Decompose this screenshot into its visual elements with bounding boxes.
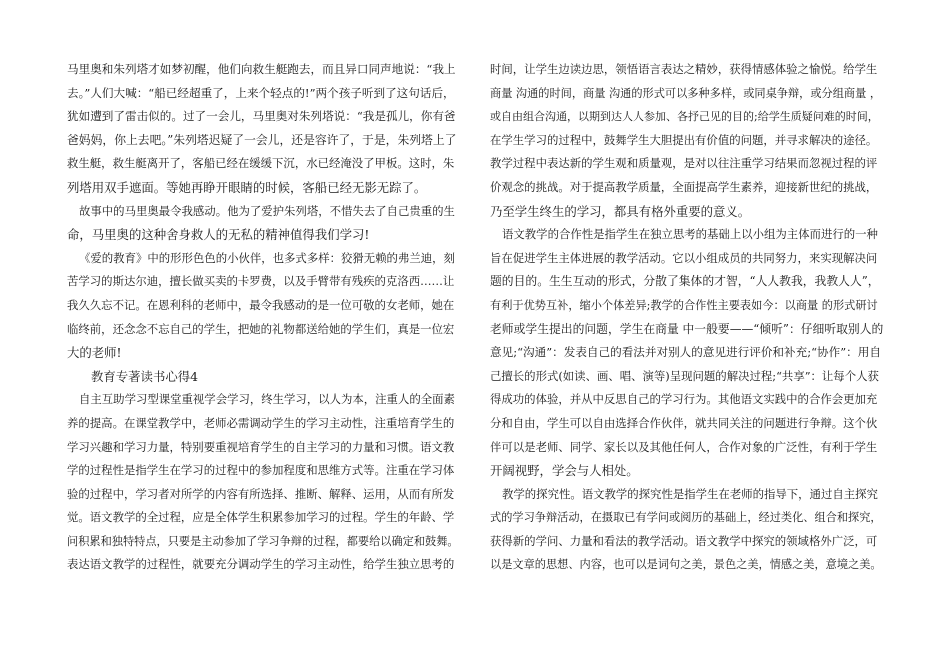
- text-line: 或自由组合沟通，以期到达人人参加、各抒己见的目的;给学生质疑问难的时间，: [490, 110, 879, 124]
- text-line: 题的目的。生生互动的形式，分散了集体的才智，“人人教我，我教人人”，: [490, 274, 880, 289]
- text-line: 商量 沟通的时间，商量 沟通的形式可以多种多样，或同桌争辩，或分组商量 ，: [490, 86, 882, 100]
- text-line: 分和自由，学生可以自由选择合作伙伴，就共同关注的问题进行争辩。这个伙: [490, 415, 878, 430]
- text-line: 觉。语文教学的全过程，应是全体学生积累参加学习的过程。学生的年龄、学: [67, 510, 455, 525]
- text-line: 学习兴趣和学习力量，特别要重视培育学生的自主学习的力量和习惯。语文教: [67, 439, 455, 454]
- text-line: 伴可以是老师、同学、家长以及其他任何人，合作对象的广泛性，有利于学生: [490, 439, 878, 454]
- text-line: 列塔用双手遮面。等她再睁开眼睛的时候，客船已经无影无踪了。: [67, 179, 427, 195]
- text-line: 马里奥和朱列塔才如梦初醒，他们向救生艇跑去，而且异口同声地说：“我上: [67, 62, 456, 76]
- text-line: 我久久忘不记。在恩利科的老师中，最令我感动的是一位可敬的女老师，她在: [67, 297, 455, 312]
- text-line: 问积累和独特特点，只要是主动参加了学习争辩的过程，都要给以确定和鼓舞。: [67, 534, 459, 548]
- text-line: 教育专著读书心得4: [91, 368, 199, 384]
- text-line: 语文教学的合作性是指学生在独立思考的基础上以小组为主体而进行的一种: [502, 227, 878, 242]
- text-line: 《爱的教育》中的形形色色的小伙伴，也多式多样：狡猾无赖的弗兰迪，刻: [79, 250, 455, 265]
- text-line: 去。”人们大喊：“船已经超重了，上来个轻点的!”两个孩子听到了这句话后，: [67, 85, 455, 100]
- text-line: 临终前，还念念不忘自己的学生，把她的礼物都送给她的学生们，真是一位宏: [67, 321, 455, 336]
- text-line: 犹如遭到了雷击似的。过了一会儿，马里奥对朱列塔说：“我是孤儿，你有爸: [67, 109, 456, 124]
- text-line: 大的老师!: [67, 345, 122, 361]
- text-line: 在学生学习的过程中，鼓舞学生大胆提出有价值的问题，并寻求解决的途径。: [490, 132, 878, 147]
- right-text-column: [490, 58, 883, 577]
- text-line: 式的学习争辩活动，在摄取已有学问或阅历的基础上，经过类化、组合和探究，: [490, 511, 882, 525]
- text-line: 苦学习的斯达尔迪，擅长做买卖的卡罗费，以及手臂带有残疾的克洛西……让: [67, 274, 455, 289]
- text-line: 表达语文教学的过程性，就要充分调动学生的学习主动性，给学生独立思考的: [67, 557, 455, 572]
- text-line: 教学过程中表达新的学生观和质量观，是对以往注重学习结果而忽视过程的评: [490, 156, 878, 171]
- text-line: 老师或学生提出的问题，学生在商量 中一般要——“倾听”：仔细听取别人的: [490, 321, 883, 336]
- text-line: 以是文章的思想、内容，也可以是词句之美，景色之美，情感之美，意境之美。: [490, 558, 882, 572]
- text-line: 己擅长的形式(如读、画、唱、演等)呈现问题的解决过程;“共享”：让每个人获: [490, 368, 879, 383]
- text-line: 乃至学生终生的学习，都具有格外重要的意义。: [490, 203, 751, 219]
- text-line: 时间，让学生边读边思，领悟语言表达之精妙，获得情感体验之愉悦。给学生: [490, 62, 878, 76]
- text-line: 救生艇，救生艇离开了，客船已经在缓缓下沉，水已经淹没了甲板。这时，朱: [67, 156, 455, 171]
- text-line: 意见;“沟通”：发表自己的看法并对别人的意见进行评价和补充;“协作”：用自: [490, 345, 881, 360]
- text-line: 教学的探究性。语文教学的探究性是指学生在老师的指导下，通过自主探究: [502, 486, 878, 501]
- text-line: 养的提高。在课堂教学中，老师必需调动学生的学习主动性，注重培育学生的: [67, 415, 455, 430]
- text-line: 爸妈妈，你上去吧。”朱列塔迟疑了一会儿，还是容许了，于是，朱列塔上了: [67, 132, 457, 147]
- text-line: 有利于优势互补，缩小个体差异;教学的合作性主要表如今：以商量 的形式研讨: [490, 298, 878, 312]
- text-line: 得成功的体验，并从中反思自己的学习行为。其他语文实践中的合作会更加充: [490, 392, 878, 407]
- text-line: 旨在促进学生主体进展的教学活动。它以小组成员的共同努力，来实现解决问: [490, 250, 878, 265]
- text-line: 学的过程性是指学生在学习的过程中的参加程度和思维方式等。注重在学习体: [67, 463, 455, 478]
- text-line: 验的过程中，学习者对所学的内容有所选择、推断、解释、运用，从而有所发: [67, 486, 455, 501]
- text-line: 价观念的挑战。对于提高教学质量，全面提高学生素养，迎接新世纪的挑战，: [490, 179, 878, 194]
- text-line: 命，马里奥的这种舍身救人的无私的精神值得我们学习!: [67, 227, 370, 243]
- text-line: 自主互助学习型课堂重视学会学习，终生学习，以人为本，注重人的全面素: [79, 392, 455, 407]
- text-line: 开阔视野，学会与人相处。: [490, 463, 639, 479]
- text-line: 故事中的马里奥最令我感动。他为了爱护朱列塔，不惜失去了自己贵重的生: [79, 203, 455, 218]
- text-line: 获得新的学问、力量和看法的教学活动。语文教学中探究的领域格外广泛，可: [490, 533, 878, 548]
- left-text-column: [67, 58, 460, 577]
